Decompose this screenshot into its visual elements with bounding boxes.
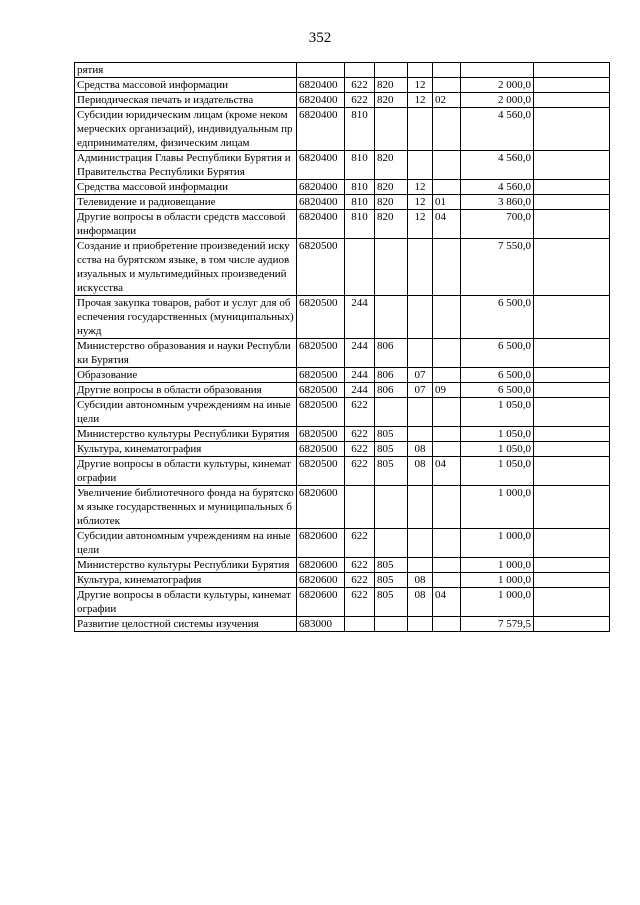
- row-name-cell: Прочая закупка товаров, работ и услуг для обеспечения государственных (муниципальных) нужд: [75, 296, 297, 339]
- table-row: [75, 427, 610, 442]
- row-vr-cell: 622: [345, 457, 375, 486]
- row-ved-cell: [375, 398, 408, 427]
- table-row: [75, 195, 610, 210]
- row-csr-cell: 6820400: [297, 78, 345, 93]
- row-rz-cell: [408, 63, 433, 78]
- row-sum-cell: 1 050,0: [461, 427, 534, 442]
- row-vr-cell: 622: [345, 573, 375, 588]
- row-csr-cell: 6820400: [297, 108, 345, 151]
- row-empty-cell: [534, 486, 610, 529]
- table-row: [75, 486, 610, 529]
- row-pr-cell: [433, 573, 461, 588]
- row-ved-cell: 820: [375, 93, 408, 108]
- row-ved-cell: 820: [375, 78, 408, 93]
- row-pr-cell: [433, 108, 461, 151]
- row-name-cell: Другие вопросы в области культуры, кинематографии: [75, 457, 297, 486]
- row-vr-cell: 622: [345, 398, 375, 427]
- row-rz-cell: [408, 108, 433, 151]
- row-vr-cell: [345, 486, 375, 529]
- row-name-cell: Субсидии автономным учреждениям на иные цели: [75, 398, 297, 427]
- row-name-cell: Культура, кинематография: [75, 442, 297, 457]
- row-pr-cell: 04: [433, 457, 461, 486]
- row-rz-cell: 08: [408, 573, 433, 588]
- row-csr-cell: 6820400: [297, 210, 345, 239]
- row-sum-cell: 6 500,0: [461, 296, 534, 339]
- row-empty-cell: [534, 457, 610, 486]
- row-ved-cell: 805: [375, 558, 408, 573]
- table-row: [75, 108, 610, 151]
- row-name-cell: Субсидии юридическим лицам (кроме некоммерческих организаций), индивидуальным предпринимателям, физическим лицам: [75, 108, 297, 151]
- row-vr-cell: 244: [345, 383, 375, 398]
- row-name-cell: Увеличение библиотечного фонда на бурятском языке государственных и муниципальных библиотек: [75, 486, 297, 529]
- row-empty-cell: [534, 151, 610, 180]
- row-pr-cell: [433, 368, 461, 383]
- row-csr-cell: 6820500: [297, 383, 345, 398]
- row-vr-cell: 244: [345, 339, 375, 368]
- row-name-cell: Средства массовой информации: [75, 180, 297, 195]
- row-sum-cell: 2 000,0: [461, 78, 534, 93]
- row-pr-cell: [433, 239, 461, 296]
- row-ved-cell: [375, 296, 408, 339]
- row-name-cell: Министерство культуры Республики Бурятия: [75, 558, 297, 573]
- row-ved-cell: 820: [375, 210, 408, 239]
- page-number: 352: [308, 30, 332, 46]
- row-csr-cell: 6820500: [297, 239, 345, 296]
- row-ved-cell: 806: [375, 339, 408, 368]
- row-csr-cell: 6820400: [297, 180, 345, 195]
- row-name-cell: Создание и приобретение произведений искусства на бурятском языке, в том числе аудиовизуальных и мультимедийных произведений искусства: [75, 239, 297, 296]
- row-sum-cell: 1 000,0: [461, 558, 534, 573]
- row-ved-cell: 805: [375, 573, 408, 588]
- row-rz-cell: [408, 339, 433, 368]
- row-pr-cell: [433, 63, 461, 78]
- row-empty-cell: [534, 427, 610, 442]
- row-empty-cell: [534, 180, 610, 195]
- row-rz-cell: [408, 427, 433, 442]
- row-sum-cell: 6 500,0: [461, 368, 534, 383]
- row-pr-cell: 04: [433, 210, 461, 239]
- row-pr-cell: 01: [433, 195, 461, 210]
- row-csr-cell: 6820400: [297, 93, 345, 108]
- row-vr-cell: 622: [345, 558, 375, 573]
- table-row: [75, 617, 610, 632]
- table-row: [75, 457, 610, 486]
- table-row: [75, 588, 610, 617]
- row-rz-cell: 08: [408, 588, 433, 617]
- row-empty-cell: [534, 368, 610, 383]
- row-pr-cell: [433, 529, 461, 558]
- row-csr-cell: 6820600: [297, 588, 345, 617]
- row-csr-cell: 6820500: [297, 398, 345, 427]
- row-vr-cell: 244: [345, 296, 375, 339]
- table-row: [75, 339, 610, 368]
- row-sum-cell: 4 560,0: [461, 151, 534, 180]
- row-csr-cell: 6820500: [297, 427, 345, 442]
- row-empty-cell: [534, 558, 610, 573]
- row-csr-cell: 6820600: [297, 558, 345, 573]
- row-pr-cell: 04: [433, 588, 461, 617]
- row-empty-cell: [534, 383, 610, 398]
- row-empty-cell: [534, 93, 610, 108]
- table-row: [75, 573, 610, 588]
- row-sum-cell: 1 000,0: [461, 486, 534, 529]
- row-csr-cell: 6820500: [297, 442, 345, 457]
- row-name-cell: Субсидии автономным учреждениям на иные цели: [75, 529, 297, 558]
- row-csr-cell: 6820500: [297, 368, 345, 383]
- row-sum-cell: 3 860,0: [461, 195, 534, 210]
- table-row: [75, 442, 610, 457]
- table-row: [75, 558, 610, 573]
- row-empty-cell: [534, 108, 610, 151]
- table-row: [75, 529, 610, 558]
- row-rz-cell: [408, 558, 433, 573]
- row-empty-cell: [534, 442, 610, 457]
- row-pr-cell: 02: [433, 93, 461, 108]
- row-vr-cell: 622: [345, 529, 375, 558]
- row-sum-cell: 6 500,0: [461, 339, 534, 368]
- row-ved-cell: 820: [375, 151, 408, 180]
- row-ved-cell: 805: [375, 427, 408, 442]
- row-name-cell: Администрация Главы Республики Бурятия и Правительства Республики Бурятия: [75, 151, 297, 180]
- row-rz-cell: [408, 239, 433, 296]
- row-rz-cell: 07: [408, 383, 433, 398]
- table-row: [75, 296, 610, 339]
- row-empty-cell: [534, 78, 610, 93]
- row-vr-cell: 810: [345, 195, 375, 210]
- row-name-cell: Телевидение и радиовещание: [75, 195, 297, 210]
- row-vr-cell: [345, 63, 375, 78]
- row-rz-cell: 07: [408, 368, 433, 383]
- row-vr-cell: 622: [345, 442, 375, 457]
- row-sum-cell: 1 050,0: [461, 442, 534, 457]
- table-row: [75, 239, 610, 296]
- row-vr-cell: 810: [345, 151, 375, 180]
- row-pr-cell: [433, 427, 461, 442]
- row-ved-cell: 806: [375, 368, 408, 383]
- row-vr-cell: 810: [345, 180, 375, 195]
- row-csr-cell: 6820400: [297, 195, 345, 210]
- row-pr-cell: [433, 486, 461, 529]
- row-sum-cell: 1 000,0: [461, 573, 534, 588]
- row-ved-cell: [375, 239, 408, 296]
- row-rz-cell: [408, 486, 433, 529]
- row-ved-cell: 805: [375, 588, 408, 617]
- row-rz-cell: 12: [408, 180, 433, 195]
- row-name-cell: Периодическая печать и издательства: [75, 93, 297, 108]
- row-name-cell: Другие вопросы в области образования: [75, 383, 297, 398]
- row-rz-cell: 12: [408, 195, 433, 210]
- table-row: [75, 383, 610, 398]
- row-csr-cell: 683000: [297, 617, 345, 632]
- row-ved-cell: 805: [375, 442, 408, 457]
- row-rz-cell: [408, 529, 433, 558]
- row-empty-cell: [534, 239, 610, 296]
- row-empty-cell: [534, 63, 610, 78]
- table-row: [75, 93, 610, 108]
- row-empty-cell: [534, 339, 610, 368]
- row-vr-cell: 244: [345, 368, 375, 383]
- row-name-cell: Культура, кинематография: [75, 573, 297, 588]
- row-pr-cell: [433, 558, 461, 573]
- table-row: [75, 398, 610, 427]
- row-rz-cell: [408, 296, 433, 339]
- row-vr-cell: [345, 239, 375, 296]
- row-rz-cell: 12: [408, 78, 433, 93]
- table-row: [75, 368, 610, 383]
- row-csr-cell: 6820500: [297, 339, 345, 368]
- row-rz-cell: 08: [408, 442, 433, 457]
- row-vr-cell: 810: [345, 108, 375, 151]
- row-pr-cell: [433, 180, 461, 195]
- budget-table: [74, 62, 610, 632]
- table-row: [75, 151, 610, 180]
- row-empty-cell: [534, 617, 610, 632]
- row-pr-cell: 09: [433, 383, 461, 398]
- row-csr-cell: 6820400: [297, 151, 345, 180]
- row-ved-cell: [375, 486, 408, 529]
- row-rz-cell: 08: [408, 457, 433, 486]
- row-empty-cell: [534, 398, 610, 427]
- row-pr-cell: [433, 296, 461, 339]
- row-rz-cell: 12: [408, 210, 433, 239]
- row-vr-cell: 622: [345, 78, 375, 93]
- row-empty-cell: [534, 195, 610, 210]
- row-empty-cell: [534, 529, 610, 558]
- row-name-cell: рятия: [75, 63, 297, 78]
- row-rz-cell: [408, 398, 433, 427]
- row-csr-cell: 6820600: [297, 573, 345, 588]
- row-empty-cell: [534, 296, 610, 339]
- row-pr-cell: [433, 78, 461, 93]
- row-ved-cell: 820: [375, 180, 408, 195]
- row-name-cell: Другие вопросы в области средств массовой информации: [75, 210, 297, 239]
- row-sum-cell: 7 579,5: [461, 617, 534, 632]
- row-sum-cell: 7 550,0: [461, 239, 534, 296]
- row-empty-cell: [534, 588, 610, 617]
- row-csr-cell: [297, 63, 345, 78]
- row-ved-cell: [375, 617, 408, 632]
- row-name-cell: Министерство образования и науки Республики Бурятия: [75, 339, 297, 368]
- row-ved-cell: 806: [375, 383, 408, 398]
- row-vr-cell: [345, 617, 375, 632]
- table-row: [75, 180, 610, 195]
- table-row: [75, 78, 610, 93]
- row-rz-cell: 12: [408, 93, 433, 108]
- row-sum-cell: 2 000,0: [461, 93, 534, 108]
- row-sum-cell: 4 560,0: [461, 108, 534, 151]
- budget-table-body: [75, 63, 610, 632]
- row-name-cell: Министерство культуры Республики Бурятия: [75, 427, 297, 442]
- row-rz-cell: [408, 617, 433, 632]
- row-sum-cell: 1 000,0: [461, 529, 534, 558]
- row-csr-cell: 6820600: [297, 529, 345, 558]
- row-rz-cell: [408, 151, 433, 180]
- row-pr-cell: [433, 151, 461, 180]
- table-row: [75, 63, 610, 78]
- row-sum-cell: 4 560,0: [461, 180, 534, 195]
- row-name-cell: Образование: [75, 368, 297, 383]
- row-vr-cell: 810: [345, 210, 375, 239]
- row-sum-cell: 6 500,0: [461, 383, 534, 398]
- row-empty-cell: [534, 210, 610, 239]
- row-vr-cell: 622: [345, 588, 375, 617]
- row-name-cell: Развитие целостной системы изучения: [75, 617, 297, 632]
- row-sum-cell: 1 000,0: [461, 588, 534, 617]
- row-empty-cell: [534, 573, 610, 588]
- row-pr-cell: [433, 398, 461, 427]
- row-name-cell: Средства массовой информации: [75, 78, 297, 93]
- row-name-cell: Другие вопросы в области культуры, кинематографии: [75, 588, 297, 617]
- row-pr-cell: [433, 617, 461, 632]
- row-csr-cell: 6820500: [297, 296, 345, 339]
- row-sum-cell: 1 050,0: [461, 457, 534, 486]
- row-vr-cell: 622: [345, 93, 375, 108]
- row-ved-cell: 805: [375, 457, 408, 486]
- row-pr-cell: [433, 442, 461, 457]
- row-sum-cell: 700,0: [461, 210, 534, 239]
- row-csr-cell: 6820600: [297, 486, 345, 529]
- table-row: [75, 210, 610, 239]
- row-ved-cell: 820: [375, 195, 408, 210]
- row-ved-cell: [375, 529, 408, 558]
- row-sum-cell: 1 050,0: [461, 398, 534, 427]
- row-ved-cell: [375, 63, 408, 78]
- row-sum-cell: [461, 63, 534, 78]
- row-csr-cell: 6820500: [297, 457, 345, 486]
- row-ved-cell: [375, 108, 408, 151]
- row-vr-cell: 622: [345, 427, 375, 442]
- row-pr-cell: [433, 339, 461, 368]
